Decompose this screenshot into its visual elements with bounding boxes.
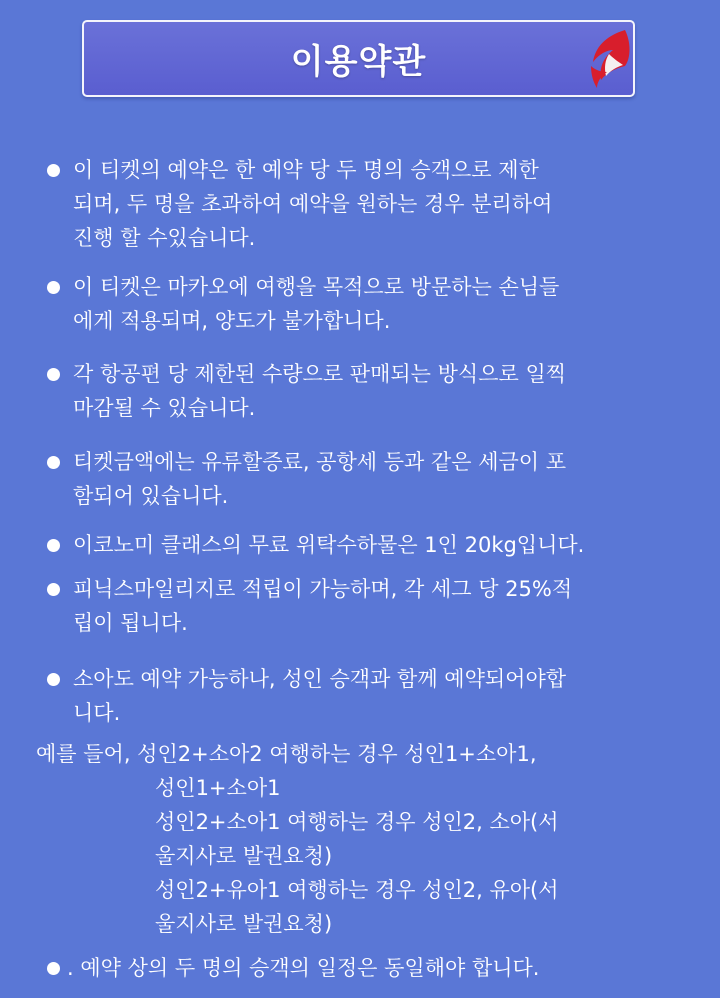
phoenix-wing-logo-icon xyxy=(587,28,631,90)
page-title: 이용약관 xyxy=(290,42,427,82)
term-text: 이 티켓은 마카오에 여행을 목적으로 방문하는 손님들 에게 적용되며, 양도가 불가합니다. xyxy=(73,275,560,333)
bullet-dot-icon xyxy=(47,539,60,552)
term-text: 이 티켓의 예약은 한 예약 당 두 명의 승객으로 제한 되며, 두 명을 초과하여 예약을 원하는 경우 분리하여 진행 할 수있습니다. xyxy=(73,158,553,250)
bullet-dot-icon xyxy=(47,164,60,177)
term-text: 각 항공편 당 제한된 수량으로 판매되는 방식으로 일찍 마감될 수 있습니다. xyxy=(73,362,567,420)
example-line: 성인2+소아1 여행하는 경우 성인2, 소아(서 xyxy=(155,810,559,834)
example-line: 예를 들어, 성인2+소아2 여행하는 경우 성인1+소아1, xyxy=(36,742,537,766)
example-line: 울지사로 발권요청) xyxy=(155,844,333,868)
title-banner xyxy=(82,20,635,97)
bullet-dot-icon xyxy=(47,583,60,596)
bullet-dot-icon xyxy=(47,673,60,686)
bullet-dot-icon xyxy=(47,962,60,975)
example-line: 울지사로 발권요청) xyxy=(155,912,333,936)
term-text: 티켓금액에는 유류할증료, 공항세 등과 같은 세금이 포 함되어 있습니다. xyxy=(73,450,567,508)
bullet-dot-icon xyxy=(47,456,60,469)
bullet-dot-icon xyxy=(47,281,60,294)
term-text: 이코노미 클래스의 무료 위탁수하물은 1인 20kg입니다. xyxy=(73,533,585,557)
term-text: 소아도 예약 가능하나, 성인 승객과 함께 예약되어야합 니다. xyxy=(73,667,567,725)
example-line: 성인1+소아1 xyxy=(155,776,281,800)
bullet-dot-icon xyxy=(47,368,60,381)
example-line: 성인2+유아1 여행하는 경우 성인2, 유아(서 xyxy=(155,878,559,902)
term-text: . 예약 상의 두 명의 승객의 일정은 동일해야 합니다. xyxy=(67,956,540,980)
term-text: 피닉스마일리지로 적립이 가능하며, 각 세그 당 25%적 립이 됩니다. xyxy=(73,577,573,635)
